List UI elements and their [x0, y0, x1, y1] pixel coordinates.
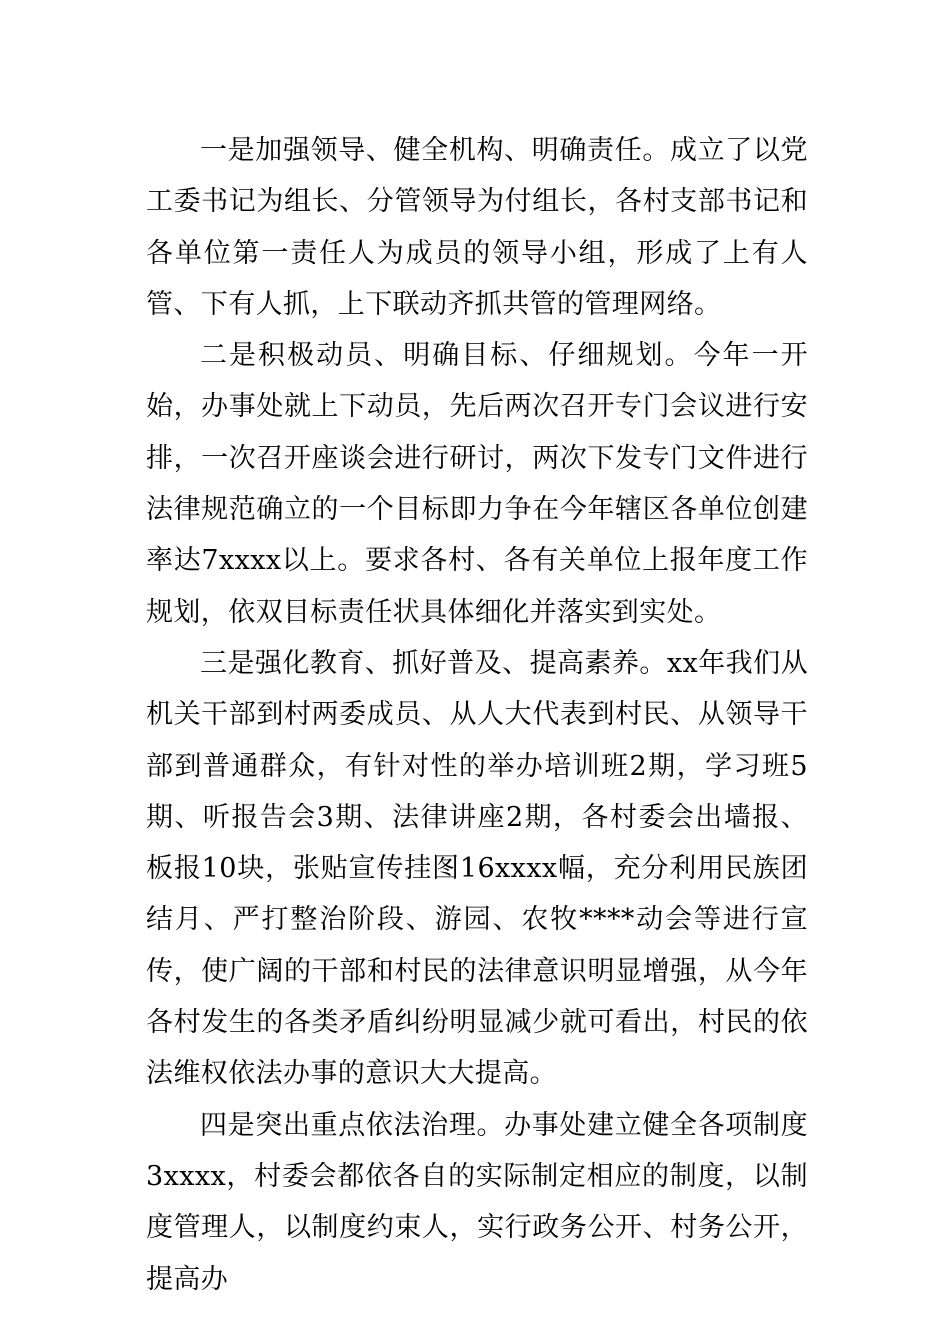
paragraph-governance: 四是突出重点依法治理。办事处建立健全各项制度3xxxx，村委会都依各自的实际制定相应的制度，以制度管理人，以制度约束人，实行政务公开、村务公开，提高办	[146, 1109, 808, 1295]
document-page	[146, 125, 808, 1305]
paragraph-leadership: 一是加强领导、健全机构、明确责任。成立了以党工委书记为组长、分管领导为付组长，各村支部书记和各单位第一责任人为成员的领导小组，形成了上有人管、下有人抓，上下联动齐抓共管的管理网络。	[146, 135, 808, 320]
paragraph-education: 三是强化教育、抓好普及、提高素养。xx年我们从机关干部到村两委成员、从人大代表到村民、从领导干部到普通群众，有针对性的举办培训班2期，学习班5期、听报告会3期、法律讲座2期，各村委会出墙报、板报10块，张贴宣传挂图16xxxx幅，充分利用民族团结月、严打整治阶段、游园、农牧****动会等进行宣传，使广阔的干部和村民的法律意识明显增强，从今年各村发生的各类矛盾纠纷明显减少就可看出，村民的依法维权依法办事的意识大大提高。	[146, 647, 808, 1090]
paragraph-mobilization: 二是积极动员、明确目标、仔细规划。今年一开始，办事处就上下动员，先后两次召开专门会议进行安排，一次召开座谈会进行研讨，两次下发专门文件进行法律规范确立的一个目标即力争在今年辖区各单位创建率达7xxxx以上。要求各村、各有关单位上报年度工作规划，依双目标责任状具体细化并落实到实处。	[146, 340, 808, 628]
